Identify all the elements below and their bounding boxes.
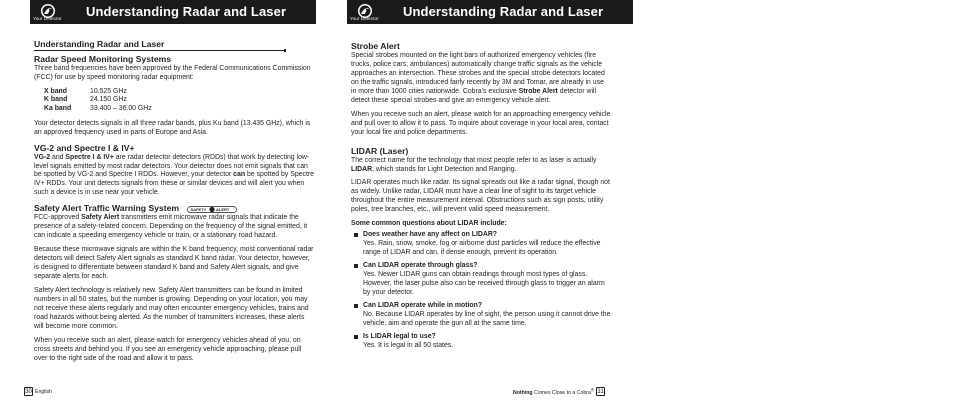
left-page <box>30 0 330 420</box>
qa-question: Does weather have any affect on LIDAR? <box>363 231 498 239</box>
radar-speed-after: Your detector detects signals in all three radar bands, plus Ku band (13.435 GHz), which is an approved frequency used in parts of Europe and Asia. <box>34 119 311 136</box>
safety-alert-heading-text: Safety Alert Traffic Warning System <box>34 203 180 214</box>
strobe-p1-post: detector will detect these special strobes and give an emergency vehicle alert. <box>351 87 597 104</box>
vg2-paragraph <box>34 154 314 199</box>
band-name: K band <box>44 96 68 104</box>
strobe-p1 <box>351 52 611 106</box>
band-freq: 33.400 – 36.00 GHz <box>90 105 152 113</box>
page-number: 30 <box>25 389 32 395</box>
lidar-heading: LIDAR (Laser) <box>351 145 409 156</box>
band-freq: 10.525 GHz <box>90 87 127 95</box>
bullet-icon <box>354 335 358 339</box>
safety-alert-p1 <box>34 214 314 241</box>
vg2-text-3: be spotted by Spectre IV+ RDDs. Your unit detects signals from these or similar devices and will alert you when such a device is in use near your vehicle. <box>34 171 314 197</box>
vg2-term: VG-2 <box>34 153 51 161</box>
qa-answer: Yes. Rain, snow, smoke, fog or airborne dust particles will reduce the effective range of LIDAR and can, if dense enough, prevent its operation. <box>363 240 601 257</box>
safety-alert-logo-icon <box>187 206 237 213</box>
safety-alert-heading <box>34 203 314 213</box>
sa-p1-pre: FCC-approved <box>34 214 82 222</box>
qa-answer: Yes. Newer LIDAR guns can obtain readings through most types of glass. However, the laser pulse also can be received through glass to trigger an alarm by your detector. <box>363 271 605 296</box>
list-item <box>351 302 611 329</box>
left-page-header <box>30 0 316 24</box>
vg2-text-2: are radar detector detectors (RDDs) that work by detecting low-level signals emitted by most radar detectors. Your detector does not emit signals that can be spotted by VG-2 and Spectre I RDDs. However, your detector <box>34 153 310 179</box>
list-item <box>351 262 611 298</box>
vg2-heading: VG-2 and Spectre I & IV+ <box>34 142 135 153</box>
strobe-p1-pre: Special strobes mounted on the light bars of authorized emergency vehicles (fire trucks, police cars, ambulances) automatically change traffic signals as the vehicle approaches an intersection. These strobes and the special strobe detectors located on the traffic signals, introduced fairly recently by 3M and Tomar, are already in use in more than 1000 cities nationwide. Cobra’s exclusive <box>351 52 605 95</box>
qa-question: Can LIDAR operate through glass? <box>363 262 478 270</box>
page-number: 31 <box>597 389 604 395</box>
spectre-term: Spectre I & IV+ <box>65 153 114 161</box>
sa-p1-post: transmitters emit microwave radar signals that indicate the presence of a safety-related concern. Depending on the frequency of the signal emitted, it can indicate a speeding emergency vehicle or train, or a stationary road hazard. <box>34 214 308 240</box>
footer-language: English <box>35 388 53 395</box>
footer-tagline <box>513 387 595 396</box>
qa-question: Can LIDAR operate while in motion? <box>363 301 483 309</box>
left-footer <box>24 387 54 396</box>
safety-alert-p3: Safety Alert technology is relatively new. Safety Alert transmitters can be found in limited numbers in all 50 states, but the number is growing. Depending on your location, you may not receive these alerts regularly and may often encounter emergency vehicles, trains and road hazards without being alerted. As the number of transmitters increases, these alerts will become more common. <box>34 286 309 330</box>
bullet-icon <box>354 233 358 237</box>
strobe-term: Strobe Alert <box>518 87 558 95</box>
strobe-p2: When you receive such an alert, please watch for an approaching emergency vehicle and pull over to allow it to pass. To inquire about coverage in your local area, contact your local fire and police departments. <box>351 110 611 136</box>
bullet-icon <box>354 264 358 268</box>
left-page-content <box>34 40 314 369</box>
strobe-heading: Strobe Alert <box>351 41 400 51</box>
band-table <box>44 88 152 114</box>
sa-term: Safety Alert <box>81 214 120 222</box>
band-name: X band <box>44 87 67 95</box>
header-tab-label: Your Detector <box>350 16 379 21</box>
lidar-p2: LIDAR operates much like radar. Its signal spreads out like a radar signal, though not as widely. Unlike radar, LIDAR must have a clear line of sight to its target vehicle throughout the entire measurement interval. Obstructions such as sign posts, utility poles, tree branches, etc., will prevent valid speed measurement. <box>351 179 610 214</box>
footer-registered-mark: ® <box>590 387 595 393</box>
lidar-term: LIDAR <box>351 165 373 173</box>
page-title: Understanding Radar and Laser <box>403 4 604 19</box>
right-footer <box>511 387 605 396</box>
right-page-header <box>347 0 633 24</box>
safety-alert-p4: When you receive such an alert, please watch for emergency vehicles ahead of you, on cross streets and behind you. If you see an emergency vehicle approaching, please pull over to the right side of the road and allow it to pass. <box>34 336 302 362</box>
vg2-text-1: and <box>50 153 66 161</box>
qa-heading: Some common questions about LIDAR include: <box>351 220 507 228</box>
page-title: Understanding Radar and Laser <box>86 4 287 19</box>
footer-brand: Nothing <box>513 389 533 396</box>
right-page-content <box>351 40 611 355</box>
qa-answer: Yes. It is legal in all 50 states. <box>363 341 454 349</box>
radar-speed-intro: Three band frequencies have been approved by the Federal Communications Commission (FCC) for use by speed monitoring radar equipment: <box>34 64 311 81</box>
radar-speed-heading: Radar Speed Monitoring Systems <box>34 53 172 64</box>
lidar-p1 <box>351 157 611 175</box>
band-freq: 24.150 GHz <box>90 96 127 104</box>
can-term: can <box>233 171 246 179</box>
list-item <box>351 231 611 258</box>
band-name: Ka band <box>44 105 72 113</box>
band-row <box>44 105 152 114</box>
lidar-p1-post: , which stands for Light Detection and Ranging. <box>372 165 517 173</box>
section-title: Understanding Radar and Laser <box>34 40 284 51</box>
safety-alert-p2: Because these microwave signals are within the K band frequency, most conventional radar detectors will detect Safety Alert signals as standard K band radar. Your detector, however, is designed to differentiate between standard K band and Safety Alert signals, and give separate alerts for each. <box>34 246 314 281</box>
bullet-icon <box>354 304 358 308</box>
qa-answer: No. Because LIDAR operates by line of sight, the person using it cannot drive the vehicle, aim and operate the gun all at the same time. <box>363 310 611 327</box>
qa-question: Is LIDAR legal to use? <box>363 332 436 340</box>
lidar-p1-pre: The correct name for the technology that most people refer to as laser is actually <box>351 156 597 164</box>
band-row <box>44 96 152 105</box>
svg-text:SAFETY: SAFETY <box>190 206 207 212</box>
band-row <box>44 88 152 97</box>
header-tab-label: Your Detector <box>33 16 62 21</box>
right-page <box>347 0 647 420</box>
list-item <box>351 333 611 351</box>
svg-text:ALERT: ALERT <box>216 206 230 212</box>
footer-text: Comes Close to a Cobra <box>534 389 591 396</box>
